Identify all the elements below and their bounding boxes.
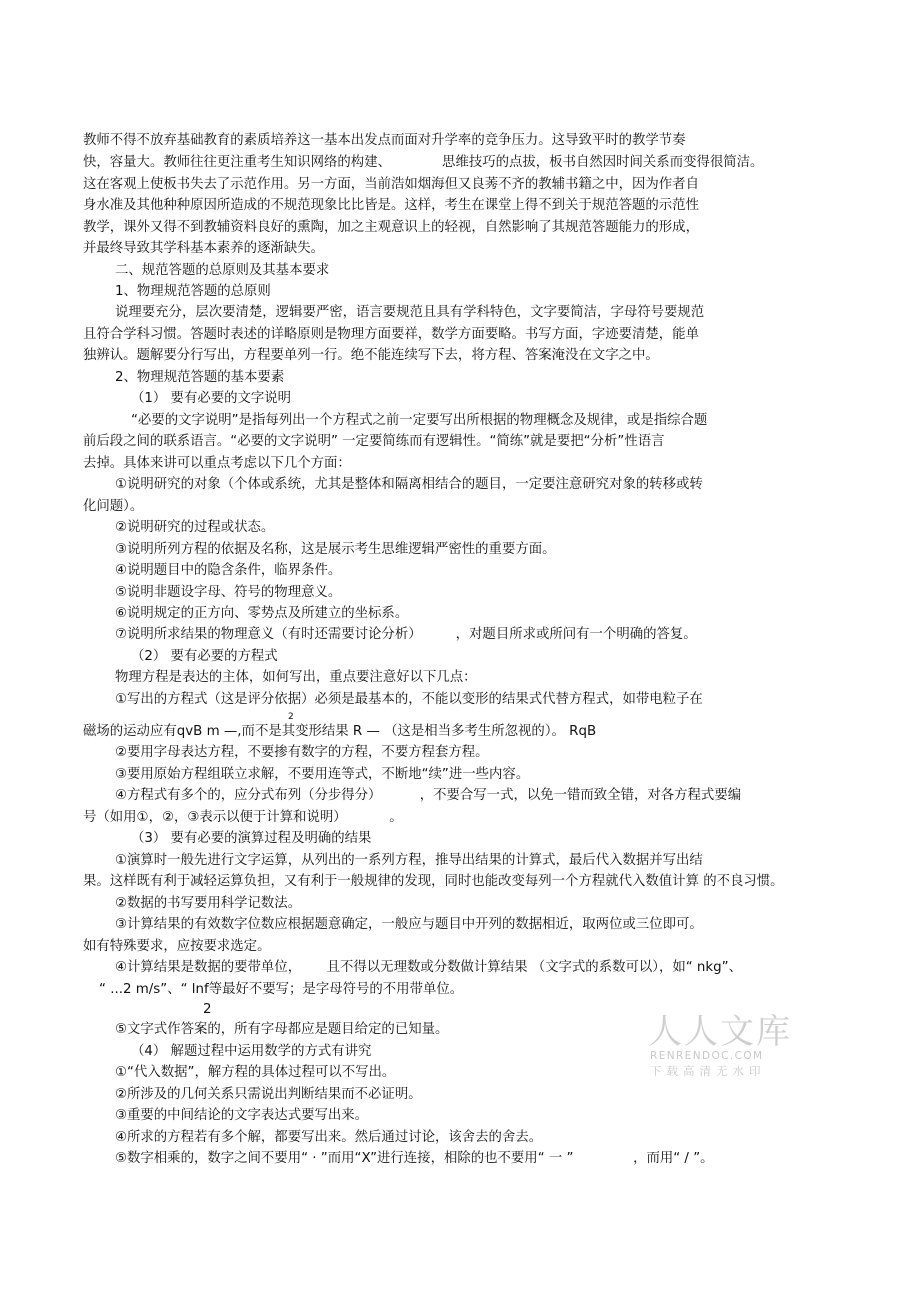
subsection-heading: （2） 要有必要的方程式	[131, 649, 278, 664]
watermark-domain: RENRENDOC.COM	[650, 1050, 764, 1062]
subsection-heading: 2、物理规范答题的基本要素	[115, 370, 285, 385]
paragraph-line: 教学，课外又得不到教辅资料良好的熏陶，加之主观意识上的轻视，自然影响了其规范答题能力的形成，	[83, 220, 699, 235]
section-heading: 二、规范答题的总原则及其基本要求	[115, 263, 330, 278]
paragraph-line: 物理方程是表达的主体，如何写出，重点要注意好以下几点：	[115, 670, 477, 685]
list-item: ①写出的方程式（这是评分依据）必须是最基本的，不能以变形的结果式代替方程式，如带电粒子在	[115, 692, 703, 707]
paragraph-line: “ ...2 m/s”、“ lnf等最好不要写；是字母符号的不用带单位。	[99, 982, 464, 997]
paragraph-line: 独辨认。题解要分行写出，方程要单列一行。绝不能连续写下去，将方程、答案淹没在文字之中。	[83, 348, 659, 363]
list-item: ①“代入数据”，解方程的具体过程可以不写出。	[115, 1065, 396, 1080]
list-item: ④方程式有多个的，应分式布列（分步得分） ，不要合写一式，以免一错而致全错，对各方程式要编	[115, 788, 742, 803]
paragraph-line: 快，容量大。教师往往更注重考生知识网络的构建、 思维技巧的点拔，板书自然因时间关系而变得很简洁。	[83, 155, 764, 170]
list-item: ⑦说明所求结果的物理意义（有时还需要讨论分析） ，对题目所求或所问有一个明确的答复。	[115, 627, 697, 642]
watermark-logo: 人人文库	[648, 1012, 792, 1052]
list-item: ④计算结果是数据的要带单位， 且不得以无理数或分数做计算结果 （文字式的系数可以），如“ nkg”、	[115, 960, 742, 975]
list-item: ⑤文字式作答案的，所有字母都应是题目给定的已知量。	[115, 1022, 449, 1037]
list-item: ①演算时一般先进行文字运算，从列出的一系列方程，推导出结果的计算式，最后代入数据并写出结	[115, 853, 703, 868]
list-item: ③重要的中间结论的文字表达式要写出来。	[115, 1108, 369, 1123]
paragraph-line: 如有特殊要求，应按要求选定。	[83, 939, 271, 954]
list-item: ④说明题目中的隐含条件，临界条件。	[115, 563, 342, 578]
subsection-heading: （4） 解题过程中运用数学的方式有讲究	[131, 1044, 372, 1059]
list-item: ⑤数字相乘的，数字之间不要用“ · ”而用“X”进行连接，相除的也不要用“ 一 ” ，而用“ / ”。	[115, 1151, 714, 1166]
list-item: ③要用原始方程组联立求解，不要用连等式，不断地“续”进一些内容。	[115, 767, 530, 782]
list-item: ①说明研究的对象（个体或系统，尤其是整体和隔离相结合的题目，一定要注意研究对象的转移或转	[115, 477, 703, 492]
subsection-heading: 1、物理规范答题的总原则	[115, 284, 271, 299]
list-item: ④所求的方程若有多个解，都要写出来。然后通过讨论，该舍去的舍去。	[115, 1130, 543, 1145]
paragraph-line: 去掉。具体来讲可以重点考虑以下几个方面：	[83, 456, 351, 471]
subscript-digit: 2	[203, 1002, 212, 1017]
subsection-heading: （3） 要有必要的演算过程及明确的结果	[131, 831, 372, 846]
paragraph-line: 化问题）。	[83, 499, 144, 514]
equation-line: 磁场的运动应有qvB m —,而不是其变形结果 R — （这是相当多考生所忽视的）。 RqB	[83, 724, 597, 739]
paragraph-line: “必要的文字说明”是指每列出一个方程式之前一定要写出所根据的物理概念及规律，或是指综合题	[131, 413, 708, 428]
paragraph-line: 号（如用①，②，③表示以便于计算和说明） 。	[83, 810, 403, 825]
list-item: ③说明所列方程的依据及名称，这是展示考生思维逻辑严密性的重要方面。	[115, 542, 556, 557]
paragraph-line: 说理要充分，层次要清楚，逻辑要严密，语言要规范且具有学科特色，文字要简洁，字母符号要规范	[115, 305, 705, 320]
list-item: ②要用字母表达方程，不要掺有数字的方程，不要方程套方程。	[115, 745, 489, 760]
paragraph-line: 前后段之间的联系语言。“必要的文字说明” 一定要简练而有逻辑性。“简练”就是要把“分析”性语言	[83, 434, 665, 449]
list-item: ⑥说明规定的正方向、零势点及所建立的坐标系。	[115, 606, 409, 621]
list-item: ②所涉及的几何关系只需说出判断结果而不必证明。	[115, 1087, 422, 1102]
equation-superscript: 2	[288, 712, 294, 722]
paragraph-line: 身水准及其他种种原因所造成的不规范现象比比皆是。这样，考生在课堂上得不到关于规范答题的示范性	[83, 198, 699, 213]
paragraph-line: 教师不得不放弃基础教育的素质培养这一基本出发点而面对升学率的竞争压力。这导致平时的教学节奏	[83, 133, 686, 148]
paragraph-line: 果。这样既有利于减轻运算负担，又有利于一般规律的发现，同时也能改变每列一个方程就代入数值计算 的不良习惯。	[83, 874, 784, 889]
subsection-heading: （1） 要有必要的文字说明	[131, 391, 292, 406]
watermark-tagline: 下载高清无水印	[650, 1064, 766, 1078]
list-item: ②数据的书写要用科学记数法。	[115, 896, 302, 911]
paragraph-line: 且符合学科习惯。答题时表述的详略原则是物理方面要祥，数学方面要略。书写方面，字迹要清楚，能单	[83, 327, 699, 342]
list-item: ②说明研究的过程或状态。	[115, 520, 275, 535]
paragraph-line: 这在客观上使板书失去了示范作用。另一方面，当前浩如烟海但又良莠不齐的教辅书籍之中，因为作者自	[83, 177, 699, 192]
list-item: ③计算结果的有效数字位数应根据题意确定，一般应与题目中开列的数据相近，取两位或三位即可。	[115, 917, 703, 932]
list-item: ⑤说明非题设字母、符号的物理意义。	[115, 585, 342, 600]
paragraph-line: 并最终导致其学科基本素养的逐渐缺失。	[83, 241, 325, 256]
